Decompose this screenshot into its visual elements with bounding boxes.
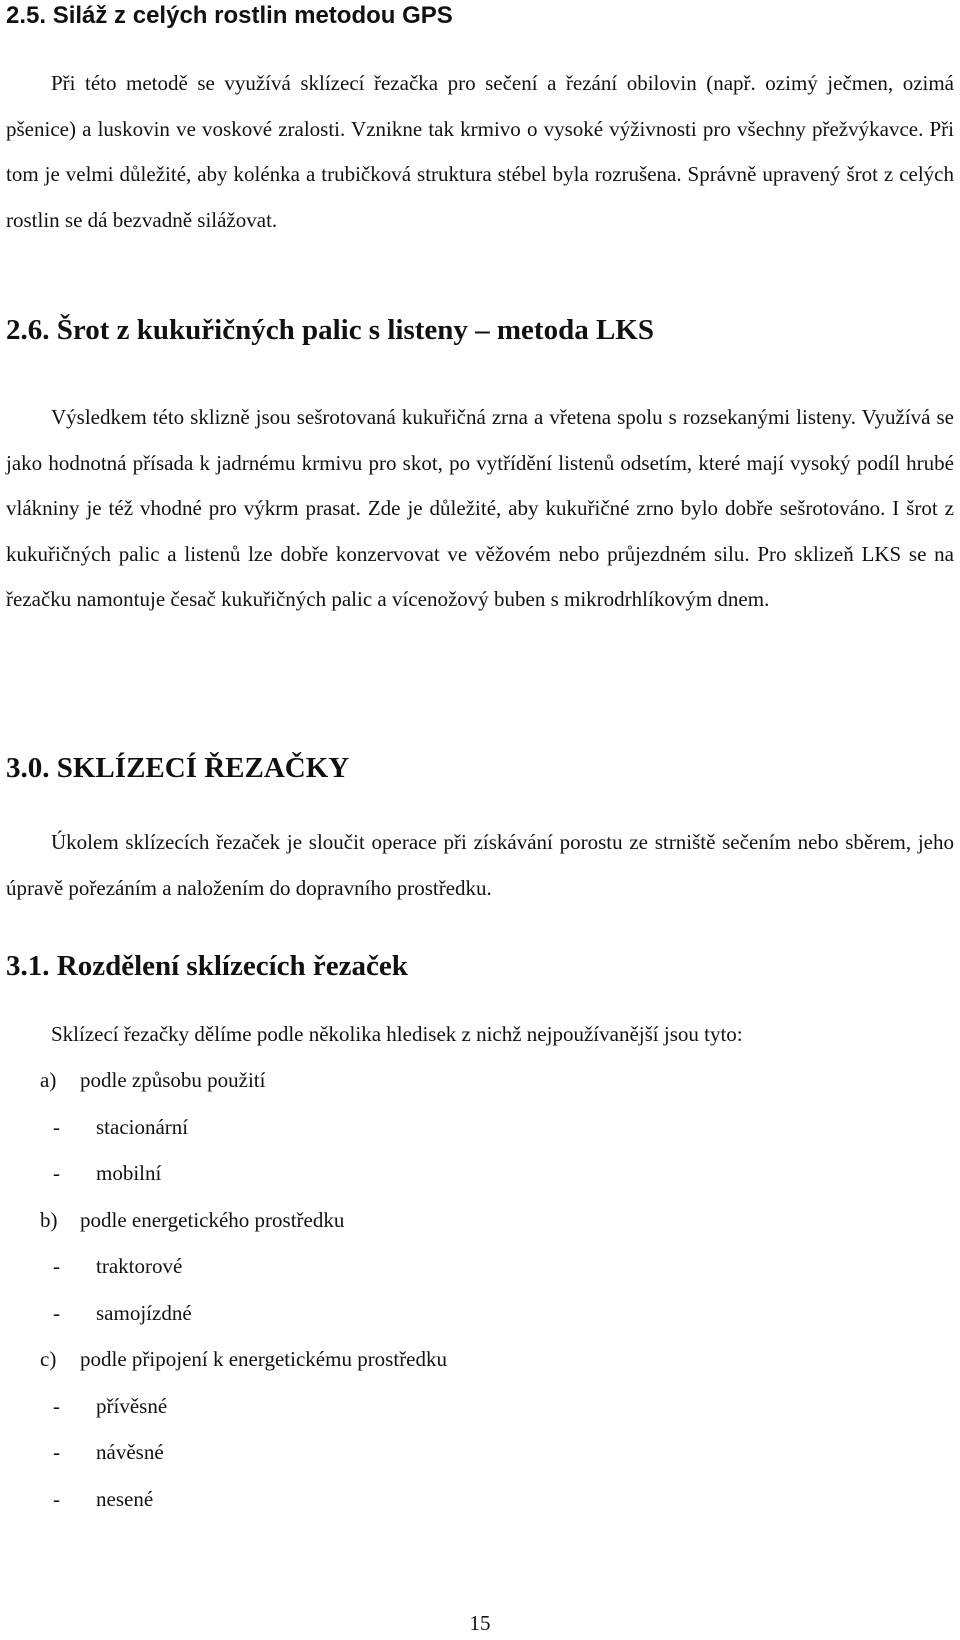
dash-marker: -: [53, 1440, 60, 1464]
section-heading-3-1: 3.1. Rozdělení sklízecích řezaček: [6, 950, 408, 982]
list-subitem-label: stacionární: [96, 1115, 189, 1139]
dash-marker: -: [53, 1301, 60, 1325]
section-paragraph-2-5: Při této metodě se využívá sklízecí řezačka pro sečení a řezání obilovin (např. ozimý ječmen, ozimá pšenice) a luskovin ve voskové zralosti. Vznikne tak krmivo o vysoké výživnosti pro všechny přežvýkavce. Při tom je velmi důležité, aby kolénka a trubičková struktura stébel byla rozrušena. Správně upravený šrot z celých rostlin se dá bezvadně silážovat.: [6, 71, 954, 232]
list-group-label: podle způsobu použití: [80, 1068, 266, 1092]
list-subitem-label: nesené: [96, 1487, 154, 1511]
list-subitem-label: samojízdné: [96, 1301, 192, 1325]
dash-marker: -: [53, 1254, 60, 1278]
section-paragraph-2-6: Výsledkem této sklizně jsou sešrotovaná kukuřičná zrna a vřetena spolu s rozsekanými listeny. Využívá se jako hodnotná přísada k jadrnému krmivu pro skot, po vytřídění listenů odsetím, které mají vysoký podíl hrubé vlákniny je též vhodné pro výkrm prasat. Zde je důležité, aby kukuřičné zrno bylo dobře sešrotováno. I šrot z kukuřičných palic a listenů lze dobře konzervovat ve věžovém nebo průjezdném silu. Pro sklizeň LKS se na řezačku namontuje česač kukuřičných palic a vícenožový buben s mikrodrhlíkovým dnem.: [6, 405, 954, 611]
list-subitem-label: návěsné: [96, 1440, 164, 1464]
list-marker: a): [40, 1068, 57, 1092]
list-group-label: podle energetického prostředku: [80, 1208, 345, 1232]
list-subitem-label: přívěsné: [96, 1394, 168, 1418]
dash-marker: -: [53, 1115, 60, 1139]
list-subitem-label: mobilní: [96, 1161, 162, 1185]
dash-marker: -: [53, 1161, 60, 1185]
list-marker: b): [40, 1208, 58, 1232]
dash-marker: -: [53, 1394, 60, 1418]
section-heading-3-0: 3.0. SKLÍZECÍ ŘEZAČKY: [6, 752, 350, 784]
list-marker: c): [40, 1347, 57, 1371]
section-heading-2-5: 2.5. Siláž z celých rostlin metodou GPS: [6, 2, 453, 29]
list-group-label: podle připojení k energetickému prostředku: [80, 1347, 448, 1371]
dash-marker: -: [53, 1487, 60, 1511]
page-number: 15: [469, 1611, 491, 1635]
section-heading-2-6: 2.6. Šrot z kukuřičných palic s listeny – metoda LKS: [6, 314, 654, 346]
section-paragraph-3-0: Úkolem sklízecích řezaček je sloučit operace při získávání porostu ze strniště sečením nebo sběrem, jeho úpravě pořezáním a naložením do dopravního prostředku.: [6, 830, 954, 900]
list-subitem-label: traktorové: [96, 1254, 183, 1278]
section-intro-3-1: Sklízecí řezačky dělíme podle několika hledisek z nichž nejpoužívanější jsou tyto:: [51, 1022, 743, 1046]
